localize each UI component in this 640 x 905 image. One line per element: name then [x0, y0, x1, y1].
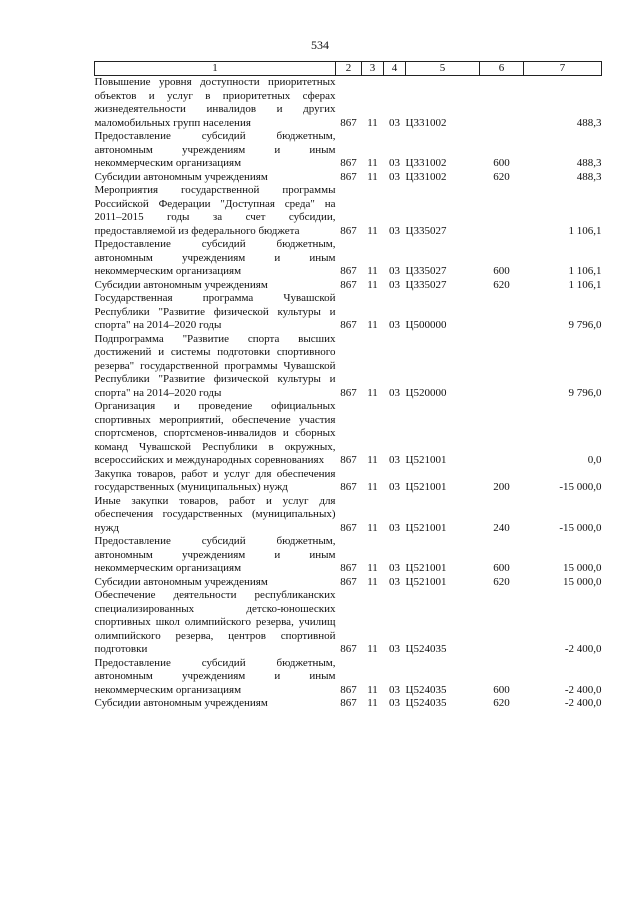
row-name: Повышение уровня доступности приоритетных объектов и услуг в приоритетных сферах жизнедеятельности инвалидов и других маломобильных групп населения	[94, 76, 336, 129]
row-csr: Ц335027	[405, 224, 447, 237]
row-pr: 03	[389, 170, 400, 183]
row-vr: 600	[493, 265, 510, 277]
column-header-csr: 5	[406, 62, 480, 76]
row-vr	[480, 400, 524, 468]
column-header-rz: 3	[362, 62, 384, 76]
row-gr: 867	[340, 575, 357, 588]
row-sum: -15 000,0	[559, 521, 602, 534]
row-csr: Ц521001	[405, 454, 447, 466]
row-vr: 620	[493, 278, 510, 291]
row-rz: 11	[367, 481, 378, 493]
row-gr: 867	[340, 386, 357, 399]
row-gr: 867	[340, 265, 357, 277]
row-sum: 0,0	[587, 454, 602, 466]
row-gr: 867	[340, 481, 357, 493]
table-row	[95, 400, 602, 468]
table-row	[95, 576, 602, 590]
row-pr: 03	[389, 575, 400, 588]
column-header-pr: 4	[384, 62, 406, 76]
table-header	[95, 62, 602, 76]
row-pr: 03	[389, 319, 400, 331]
row-vr: 240	[493, 521, 510, 534]
table-row	[95, 76, 602, 131]
row-vr: 600	[493, 562, 510, 574]
row-csr: Ц524035	[405, 697, 447, 709]
row-vr: 620	[493, 697, 510, 709]
row-rz: 11	[367, 521, 378, 534]
row-rz: 11	[367, 562, 378, 574]
table-body	[95, 76, 602, 711]
row-csr: Ц335027	[405, 278, 447, 291]
row-csr: Ц335027	[405, 265, 447, 277]
row-name: Закупка товаров, работ и услуг для обеспечения государственных (муниципальных) нужд	[94, 467, 336, 493]
row-name: Государственная программа Чувашской Республики "Развитие физической культуры и спорта" на 2014–2020 годы	[94, 292, 336, 331]
row-gr: 867	[340, 170, 357, 183]
row-pr: 03	[389, 386, 400, 399]
row-vr	[480, 184, 524, 238]
row-rz: 11	[367, 697, 378, 709]
row-rz: 11	[367, 683, 378, 696]
row-sum: -15 000,0	[559, 481, 602, 493]
row-name: Субсидии автономным учреждениям	[94, 575, 268, 588]
row-csr: Ц331002	[405, 157, 447, 169]
row-gr: 867	[340, 697, 357, 709]
table-row	[95, 495, 602, 536]
row-csr: Ц331002	[405, 116, 447, 129]
row-pr: 03	[389, 683, 400, 696]
row-pr: 03	[389, 454, 400, 466]
row-pr: 03	[389, 643, 400, 655]
row-vr	[480, 76, 524, 131]
row-gr: 867	[340, 116, 357, 129]
table-row	[95, 468, 602, 495]
row-rz: 11	[367, 116, 378, 129]
row-pr: 03	[389, 697, 400, 709]
row-pr: 03	[389, 521, 400, 534]
table-row	[95, 589, 602, 657]
row-csr: Ц520000	[405, 386, 447, 399]
table-row	[95, 333, 602, 401]
column-header-vr: 6	[480, 62, 524, 76]
row-vr: 600	[493, 683, 510, 696]
row-rz: 11	[367, 170, 378, 183]
row-name: Обеспечение деятельности республиканских специализированных детско-юношеских спортивных школ олимпийского резерва, училищ олимпийского резерва, центров спортивной подготовки	[94, 589, 336, 655]
row-pr: 03	[389, 224, 400, 237]
row-gr: 867	[340, 278, 357, 291]
row-csr: Ц521001	[405, 521, 447, 534]
row-sum: -2 400,0	[564, 643, 602, 655]
row-name: Предоставление субсидий бюджетным, автономным учреждениям и иным некоммерческим организациям	[94, 130, 336, 169]
row-sum: 15 000,0	[563, 575, 602, 588]
row-csr: Ц524035	[405, 683, 447, 696]
row-rz: 11	[367, 224, 378, 237]
row-pr: 03	[389, 278, 400, 291]
row-sum: 488,3	[576, 157, 602, 169]
row-csr: Ц500000	[405, 319, 447, 331]
row-pr: 03	[389, 157, 400, 169]
row-sum: 488,3	[576, 116, 602, 129]
page-number: 534	[311, 38, 329, 52]
table-row	[95, 279, 602, 293]
row-gr: 867	[340, 562, 357, 574]
row-sum: 15 000,0	[563, 562, 602, 574]
row-rz: 11	[367, 575, 378, 588]
header-row	[95, 62, 602, 76]
row-name: Иные закупки товаров, работ и услуг для обеспечения государственных (муниципальных) нужд	[94, 494, 336, 534]
table-row	[95, 184, 602, 238]
row-gr: 867	[340, 454, 357, 466]
table-row	[95, 238, 602, 279]
row-csr: Ц521001	[405, 481, 447, 493]
row-csr: Ц521001	[405, 562, 447, 574]
row-csr: Ц521001	[405, 575, 447, 588]
row-gr: 867	[340, 683, 357, 696]
row-name: Субсидии автономным учреждениям	[94, 170, 268, 183]
row-sum: 488,3	[576, 170, 602, 183]
row-name: Субсидии автономным учреждениям	[94, 697, 268, 709]
row-csr: Ц331002	[405, 170, 447, 183]
row-gr: 867	[340, 157, 357, 169]
row-gr: 867	[340, 521, 357, 534]
row-rz: 11	[367, 386, 378, 399]
row-sum: 1 106,1	[568, 224, 602, 237]
row-sum: 9 796,0	[568, 386, 602, 399]
row-vr	[480, 589, 524, 657]
row-name: Организация и проведение официальных спортивных мероприятий, обеспечение участия спортсменов, спортсменов-инвалидов и сборных команд Чувашской Республики в окружных, всероссийских и международных соревнованиях	[94, 400, 336, 466]
row-name: Предоставление субсидий бюджетным, автономным учреждениям и иным некоммерческим организациям	[94, 238, 336, 277]
row-sum: -2 400,0	[564, 697, 602, 709]
row-rz: 11	[367, 265, 378, 277]
row-gr: 867	[340, 224, 357, 237]
row-name: Предоставление субсидий бюджетным, автономным учреждениям и иным некоммерческим организациям	[94, 656, 336, 696]
row-pr: 03	[389, 562, 400, 574]
row-sum: 9 796,0	[568, 319, 602, 331]
table-row	[95, 130, 602, 171]
column-header-gr: 2	[336, 62, 362, 76]
table-row	[95, 171, 602, 185]
row-gr: 867	[340, 319, 357, 331]
row-vr: 200	[493, 481, 510, 493]
row-vr: 620	[493, 575, 510, 588]
row-pr: 03	[389, 481, 400, 493]
row-name: Подпрограмма "Развитие спорта высших достижений и системы подготовки спортивного резерва" государственной программы Чувашской Республики "Развитие физической культуры и спорта" на 2014–2020 годы	[94, 332, 336, 399]
table-row	[95, 697, 602, 711]
column-header-sum: 7	[524, 62, 602, 76]
row-vr: 600	[493, 157, 510, 169]
row-gr: 867	[340, 643, 357, 655]
row-pr: 03	[389, 116, 400, 129]
row-sum: -2 400,0	[564, 683, 602, 696]
row-rz: 11	[367, 319, 378, 331]
row-vr: 620	[493, 170, 510, 183]
row-name: Мероприятия государственной программы Российской Федерации "Доступная среда" на 2011–2015 годы за счет субсидии, предоставляемой из федерального бюджета	[94, 184, 336, 237]
table-row	[95, 535, 602, 576]
column-header-name: 1	[95, 62, 336, 76]
row-sum: 1 106,1	[568, 265, 602, 277]
row-csr: Ц524035	[405, 643, 447, 655]
row-rz: 11	[367, 454, 378, 466]
row-rz: 11	[367, 643, 378, 655]
row-name: Субсидии автономным учреждениям	[94, 278, 268, 291]
row-vr	[480, 333, 524, 401]
row-name: Предоставление субсидий бюджетным, автономным учреждениям и иным некоммерческим организациям	[94, 535, 336, 574]
budget-table	[94, 61, 602, 711]
table-row	[95, 292, 602, 333]
row-sum: 1 106,1	[568, 278, 602, 291]
table-row	[95, 657, 602, 698]
row-rz: 11	[367, 157, 378, 169]
row-pr: 03	[389, 265, 400, 277]
row-rz: 11	[367, 278, 378, 291]
row-vr	[480, 292, 524, 333]
